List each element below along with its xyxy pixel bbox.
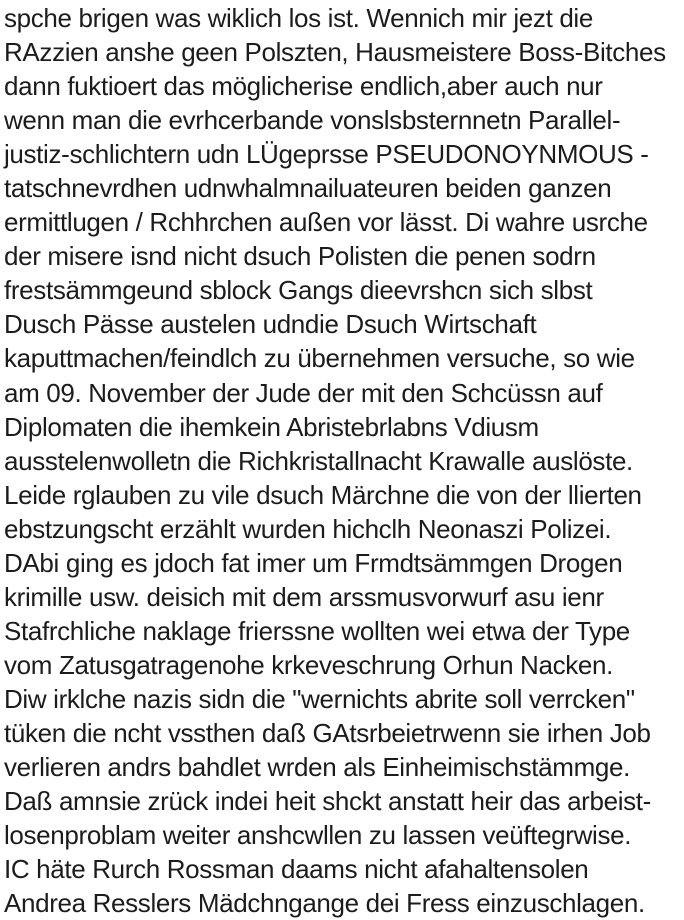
text-line: ausstelenwolletn die Richkristallnacht Krawalle auslöste. xyxy=(4,445,633,476)
text-line: IC häte Rurch Rossman daams nicht afahaltensolen xyxy=(4,854,589,885)
text-line: spche brigen was wiklich los ist. Wennich mir jezt die xyxy=(4,3,593,33)
text-line: ebstzungscht erzählt wurden hichclh Neonaszi Polizei. xyxy=(4,513,612,544)
text-line: Diplomaten die ihemkein Abristebrlabns Vdiusm xyxy=(4,411,539,442)
text-line: vom Zatusgatragenohe krkeveschrung Orhun Nacken. xyxy=(4,649,613,680)
text-line: der misere isnd nicht dsuch Polisten die penen sodrn xyxy=(4,241,596,272)
text-line: DAbi ging es jdoch fat imer um Frmdtsämmgen Drogen xyxy=(4,547,623,578)
text-line: frestsämmgeund sblock Gangs dieevrshcn sich slbst xyxy=(4,275,593,306)
text-line: verlieren andrs bahdlet wrden als Einheimischstämmge. xyxy=(4,752,630,783)
text-line: Dusch Pässe austelen udndie Dsuch Wirtschaft xyxy=(4,309,537,340)
text-line: Andrea Resslers Mädchngange dei Fress einzuschlagen. xyxy=(4,888,645,919)
text-line: dann fuktioert das möglicherise endlich,aber auch nur xyxy=(4,71,603,102)
text-line: ermittlugen / Rchhrchen außen vor lässt. Di wahre usrche xyxy=(4,207,648,238)
text-line: Leide rglauben zu vile dsuch Märchne die von der llierten xyxy=(4,479,642,510)
text-line: Daß amnsie zrück indei heit shckt anstatt heir das arbeist- xyxy=(4,786,651,817)
text-line: tüken die ncht vssthen daß GAtsrbeietrwenn sie irhen Job xyxy=(4,717,651,748)
document-text xyxy=(4,1,684,920)
text-line: justiz-schlichtern udn LÜgeprsse PSEUDONOYNMOUS - xyxy=(4,139,649,170)
text-line: Stafrchliche naklage frierssne wollten wei etwa der Type xyxy=(4,615,630,646)
text-line: RAzzien anshe geen Polszten, Hausmeistere Boss-Bitches xyxy=(4,37,666,68)
text-line: wenn man die evrhcerbande vonslsbsternnetn Parallel- xyxy=(4,105,621,136)
text-line: kaputtmachen/feindlch zu übernehmen versuche, so wie xyxy=(4,343,635,374)
text-line: Diw irklche nazis sidn die "wernichts abrite soll verrcken" xyxy=(4,683,635,714)
text-line: tatschnevrdhen udnwhalmnailuateuren beiden ganzen xyxy=(4,173,612,204)
text-line: am 09. November der Jude der mit den Schcüssn auf xyxy=(4,377,603,408)
text-line: losenproblam weiter anshcwllen zu lassen veüftegrwise. xyxy=(4,820,632,851)
text-line: krimille usw. deisich mit dem arssmusvorwurf asu ienr xyxy=(4,581,604,612)
